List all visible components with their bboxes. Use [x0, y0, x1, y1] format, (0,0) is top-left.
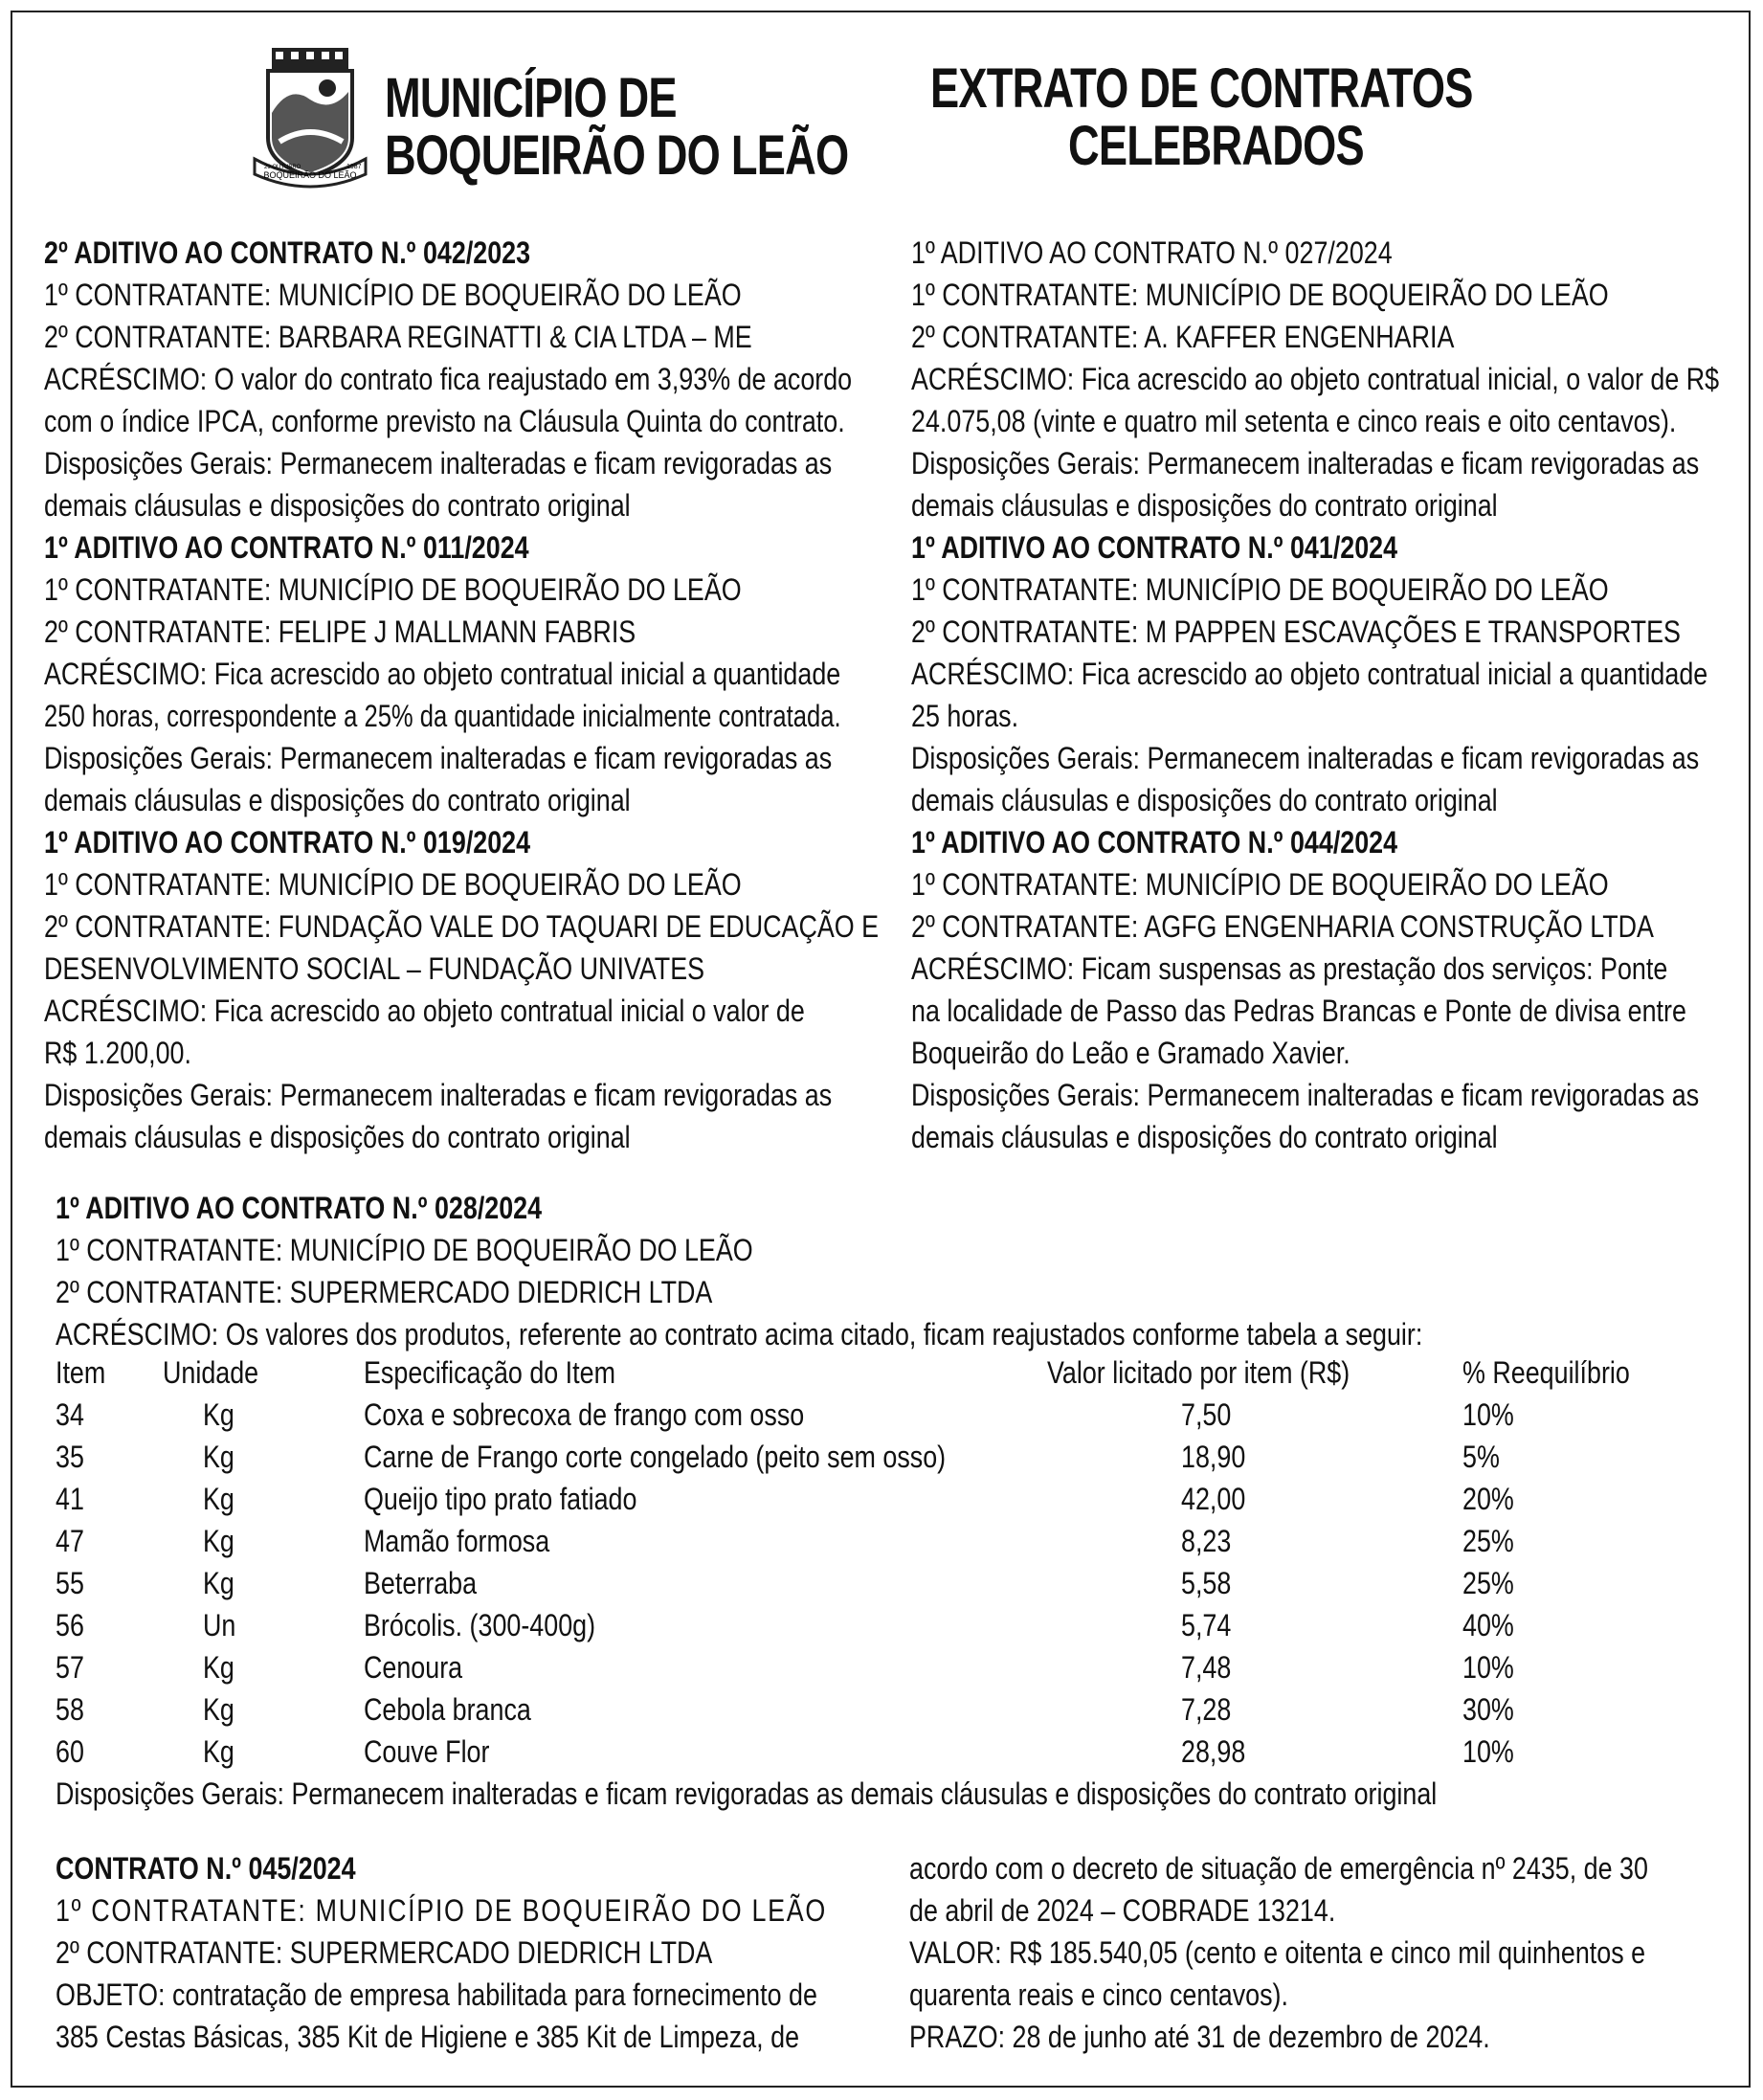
- cell-rebalance: 30%: [1462, 1692, 1514, 1727]
- contract-block: [44, 821, 880, 1158]
- text-line: 2º CONTRATANTE: SUPERMERCADO DIEDRICH LTDA: [56, 1275, 713, 1309]
- text-line: 2º CONTRATANTE: FELIPE J MALLMANN FABRIS: [44, 614, 636, 649]
- text-line: 2º CONTRATANTE: A. KAFFER ENGENHARIA: [911, 320, 1455, 354]
- cell-unit: Kg: [203, 1692, 234, 1727]
- text-line: OBJETO: contratação de empresa habilitada para fornecimento de: [56, 1977, 817, 2012]
- contract-028-block: [56, 1187, 1721, 1355]
- contract-block: [911, 526, 1734, 821]
- contract-title: 1º ADITIVO AO CONTRATO N.º 028/2024: [56, 1191, 543, 1225]
- cell-item: 58: [56, 1692, 84, 1727]
- contract-title: 1º ADITIVO AO CONTRATO N.º 011/2024: [44, 530, 529, 565]
- cell-price: 7,48: [1181, 1650, 1232, 1685]
- text-line: DESENVOLVIMENTO SOCIAL – FUNDAÇÃO UNIVATES: [44, 951, 705, 986]
- text-line: ACRÉSCIMO: Ficam suspensas as prestação dos serviços: Ponte: [911, 951, 1668, 986]
- cell-item: 55: [56, 1566, 84, 1600]
- cell-price: 5,58: [1181, 1566, 1232, 1600]
- contract-title: 1º ADITIVO AO CONTRATO N.º 027/2024: [911, 235, 1393, 270]
- text-line: ACRÉSCIMO: Fica acrescido ao objeto contratual inicial a quantidade: [44, 657, 841, 691]
- municipality-name-line1: MUNICÍPIO DE: [385, 67, 677, 129]
- text-line: na localidade de Passo das Pedras Brancas e Ponte de divisa entre: [911, 994, 1686, 1028]
- cell-rebalance: 10%: [1462, 1397, 1514, 1432]
- cell-specification: Brócolis. (300-400g): [364, 1608, 596, 1642]
- cell-price: 7,50: [1181, 1397, 1232, 1432]
- text-line: 2º CONTRATANTE: BARBARA REGINATTI & CIA LTDA – ME: [44, 320, 752, 354]
- contract-title: 1º ADITIVO AO CONTRATO N.º 041/2024: [911, 530, 1398, 565]
- contract-045-left: [56, 1847, 879, 2058]
- text-line: Boqueirão do Leão e Gramado Xavier.: [911, 1036, 1350, 1070]
- cell-price: 18,90: [1181, 1440, 1246, 1474]
- cell-item: 57: [56, 1650, 84, 1685]
- right-column: [911, 232, 1734, 1158]
- cell-price: 42,00: [1181, 1482, 1246, 1516]
- municipal-crest-icon: [251, 46, 369, 191]
- column-header-item: Item: [56, 1355, 106, 1390]
- cell-rebalance: 25%: [1462, 1566, 1514, 1600]
- cell-specification: Couve Flor: [364, 1734, 490, 1769]
- contract-title: 1º ADITIVO AO CONTRATO N.º 044/2024: [911, 825, 1398, 860]
- contract-block: [911, 232, 1734, 526]
- text-line: VALOR: R$ 185.540,05 (cento e oitenta e cinco mil quinhentos e: [909, 1935, 1646, 1970]
- text-line: demais cláusulas e disposições do contrato original: [911, 1120, 1498, 1154]
- text-line: demais cláusulas e disposições do contrato original: [911, 488, 1498, 523]
- text-line: ACRÉSCIMO: Fica acrescido ao objeto contratual inicial o valor de: [44, 994, 805, 1028]
- text-line: 25 horas.: [911, 699, 1019, 733]
- cell-item: 60: [56, 1734, 84, 1769]
- text-line: 1º CONTRATANTE: MUNICÍPIO DE BOQUEIRÃO DO LEÃO: [44, 278, 742, 312]
- text-line: Disposições Gerais: Permanecem inalteradas e ficam revigoradas as: [44, 1078, 833, 1112]
- text-line: 1º CONTRATANTE: MUNICÍPIO DE BOQUEIRÃO DO LEÃO: [44, 867, 742, 902]
- cell-specification: Coxa e sobrecoxa de frango com osso: [364, 1397, 805, 1432]
- svg-text:1987: 1987: [346, 164, 362, 170]
- text-line: Disposições Gerais: Permanecem inalteradas e ficam revigoradas as: [911, 741, 1700, 775]
- text-line: demais cláusulas e disposições do contrato original: [44, 783, 631, 817]
- cell-item: 56: [56, 1608, 84, 1642]
- cell-unit: Kg: [203, 1482, 234, 1516]
- page-title-line1: EXTRATO DE CONTRATOS: [930, 57, 1473, 120]
- text-line: Disposições Gerais: Permanecem inalteradas e ficam revigoradas as: [44, 741, 833, 775]
- cell-item: 35: [56, 1440, 84, 1474]
- text-line: 24.075,08 (vinte e quatro mil setenta e cinco reais e oito centavos).: [911, 404, 1677, 438]
- contract-title: CONTRATO N.º 045/2024: [56, 1851, 356, 1886]
- cell-unit: Kg: [203, 1524, 234, 1558]
- cell-price: 7,28: [1181, 1692, 1232, 1727]
- cell-price: 28,98: [1181, 1734, 1246, 1769]
- text-line: 1º CONTRATANTE: MUNICÍPIO DE BOQUEIRÃO DO LEÃO: [56, 1233, 753, 1267]
- cell-rebalance: 25%: [1462, 1524, 1514, 1558]
- text-line: quarenta reais e cinco centavos).: [909, 1977, 1288, 2012]
- text-line: demais cláusulas e disposições do contrato original: [44, 488, 631, 523]
- cell-unit: Kg: [203, 1397, 234, 1432]
- cell-item: 41: [56, 1482, 84, 1516]
- cell-unit: Kg: [203, 1734, 234, 1769]
- text-line: Disposições Gerais: Permanecem inalteradas e ficam revigoradas as demais cláusulas e disposições do contrato original: [56, 1776, 1438, 1811]
- text-line: 2º CONTRATANTE: SUPERMERCADO DIEDRICH LTDA: [56, 1935, 713, 1970]
- cell-rebalance: 40%: [1462, 1608, 1514, 1642]
- cell-rebalance: 10%: [1462, 1650, 1514, 1685]
- text-line: ACRÉSCIMO: Os valores dos produtos, referente ao contrato acima citado, ficam reajustados conforme tabela a seguir:: [56, 1317, 1423, 1352]
- text-line: 1º CONTRATANTE: MUNICÍPIO DE BOQUEIRÃO DO LEÃO: [911, 867, 1609, 902]
- column-header-rebalance: % Reequilíbrio: [1462, 1355, 1630, 1390]
- contract-block: [44, 526, 867, 821]
- text-line: 2º CONTRATANTE: AGFG ENGENHARIA CONSTRUÇÃO LTDA: [911, 909, 1654, 944]
- text-line: 1º CONTRATANTE: MUNICÍPIO DE BOQUEIRÃO DO LEÃO: [911, 278, 1609, 312]
- cell-specification: Carne de Frango corte congelado (peito sem osso): [364, 1440, 947, 1474]
- text-line: Disposições Gerais: Permanecem inalteradas e ficam revigoradas as: [911, 1078, 1700, 1112]
- contract-title: 2º ADITIVO AO CONTRATO N.º 042/2023: [44, 235, 531, 270]
- text-line: acordo com o decreto de situação de emergência nº 2435, de 30: [909, 1851, 1648, 1886]
- text-line: demais cláusulas e disposições do contrato original: [44, 1120, 631, 1154]
- left-column: [44, 232, 880, 1158]
- text-line: PRAZO: 28 de junho até 31 de dezembro de 2024.: [909, 2020, 1490, 2054]
- cell-specification: Mamão formosa: [364, 1524, 550, 1558]
- text-line: 1º CONTRATANTE: MUNICÍPIO DE BOQUEIRÃO DO LEÃO: [56, 1893, 827, 1928]
- text-line: R$ 1.200,00.: [44, 1036, 191, 1070]
- text-line: 2º CONTRATANTE: M PAPPEN ESCAVAÇÕES E TRANSPORTES: [911, 614, 1681, 649]
- page-title-line2: CELEBRADOS: [1068, 115, 1364, 177]
- svg-text:BOQUEIRÃO DO LEÃO: BOQUEIRÃO DO LEÃO: [263, 170, 357, 180]
- text-line: com o índice IPCA, conforme previsto na Cláusula Quinta do contrato.: [44, 404, 845, 438]
- cell-specification: Beterraba: [364, 1566, 478, 1600]
- text-line: Disposições Gerais: Permanecem inalteradas e ficam revigoradas as: [44, 446, 833, 480]
- contract-block: [44, 232, 867, 526]
- cell-price: 5,74: [1181, 1608, 1232, 1642]
- cell-specification: Queijo tipo prato fatiado: [364, 1482, 637, 1516]
- contract-block: [911, 821, 1734, 1158]
- cell-unit: Un: [203, 1608, 236, 1642]
- column-header-unit: Unidade: [163, 1355, 259, 1390]
- cell-unit: Kg: [203, 1440, 234, 1474]
- cell-price: 8,23: [1181, 1524, 1232, 1558]
- cell-rebalance: 10%: [1462, 1734, 1514, 1769]
- text-line: 385 Cestas Básicas, 385 Kit de Higiene e 385 Kit de Limpeza, de: [56, 2020, 800, 2054]
- contract-title: 1º ADITIVO AO CONTRATO N.º 019/2024: [44, 825, 531, 860]
- text-line: ACRÉSCIMO: Fica acrescido ao objeto contratual inicial a quantidade: [911, 657, 1708, 691]
- cell-rebalance: 5%: [1462, 1440, 1500, 1474]
- cell-rebalance: 20%: [1462, 1482, 1514, 1516]
- cell-item: 34: [56, 1397, 84, 1432]
- cell-unit: Kg: [203, 1566, 234, 1600]
- text-line: de abril de 2024 – COBRADE 13214.: [909, 1893, 1336, 1928]
- cell-item: 47: [56, 1524, 84, 1558]
- text-line: ACRÉSCIMO: Fica acrescido ao objeto contratual inicial, o valor de R$: [911, 362, 1720, 396]
- cell-specification: Cenoura: [364, 1650, 463, 1685]
- text-line: 1º CONTRATANTE: MUNICÍPIO DE BOQUEIRÃO DO LEÃO: [911, 572, 1609, 607]
- text-line: 250 horas, correspondente a 25% da quantidade inicialmente contratada.: [44, 699, 841, 733]
- text-line: Disposições Gerais: Permanecem inalteradas e ficam revigoradas as: [911, 446, 1700, 480]
- municipality-name-line2: BOQUEIRÃO DO LEÃO: [385, 124, 849, 187]
- column-header-price: Valor licitado por item (R$): [1047, 1355, 1350, 1390]
- text-line: demais cláusulas e disposições do contrato original: [911, 783, 1498, 817]
- column-header-specification: Especificação do Item: [364, 1355, 615, 1390]
- text-line: 2º CONTRATANTE: FUNDAÇÃO VALE DO TAQUARI DE EDUCAÇÃO E: [44, 909, 880, 944]
- text-line: ACRÉSCIMO: O valor do contrato fica reajustado em 3,93% de acordo: [44, 362, 853, 396]
- contract-028-footer: [56, 1773, 1721, 1815]
- text-line: 1º CONTRATANTE: MUNICÍPIO DE BOQUEIRÃO DO LEÃO: [44, 572, 742, 607]
- cell-unit: Kg: [203, 1650, 234, 1685]
- cell-specification: Cebola branca: [364, 1692, 531, 1727]
- svg-text:29 OUTUBRO: 29 OUTUBRO: [264, 165, 301, 170]
- contract-045-right: [909, 1847, 1732, 2058]
